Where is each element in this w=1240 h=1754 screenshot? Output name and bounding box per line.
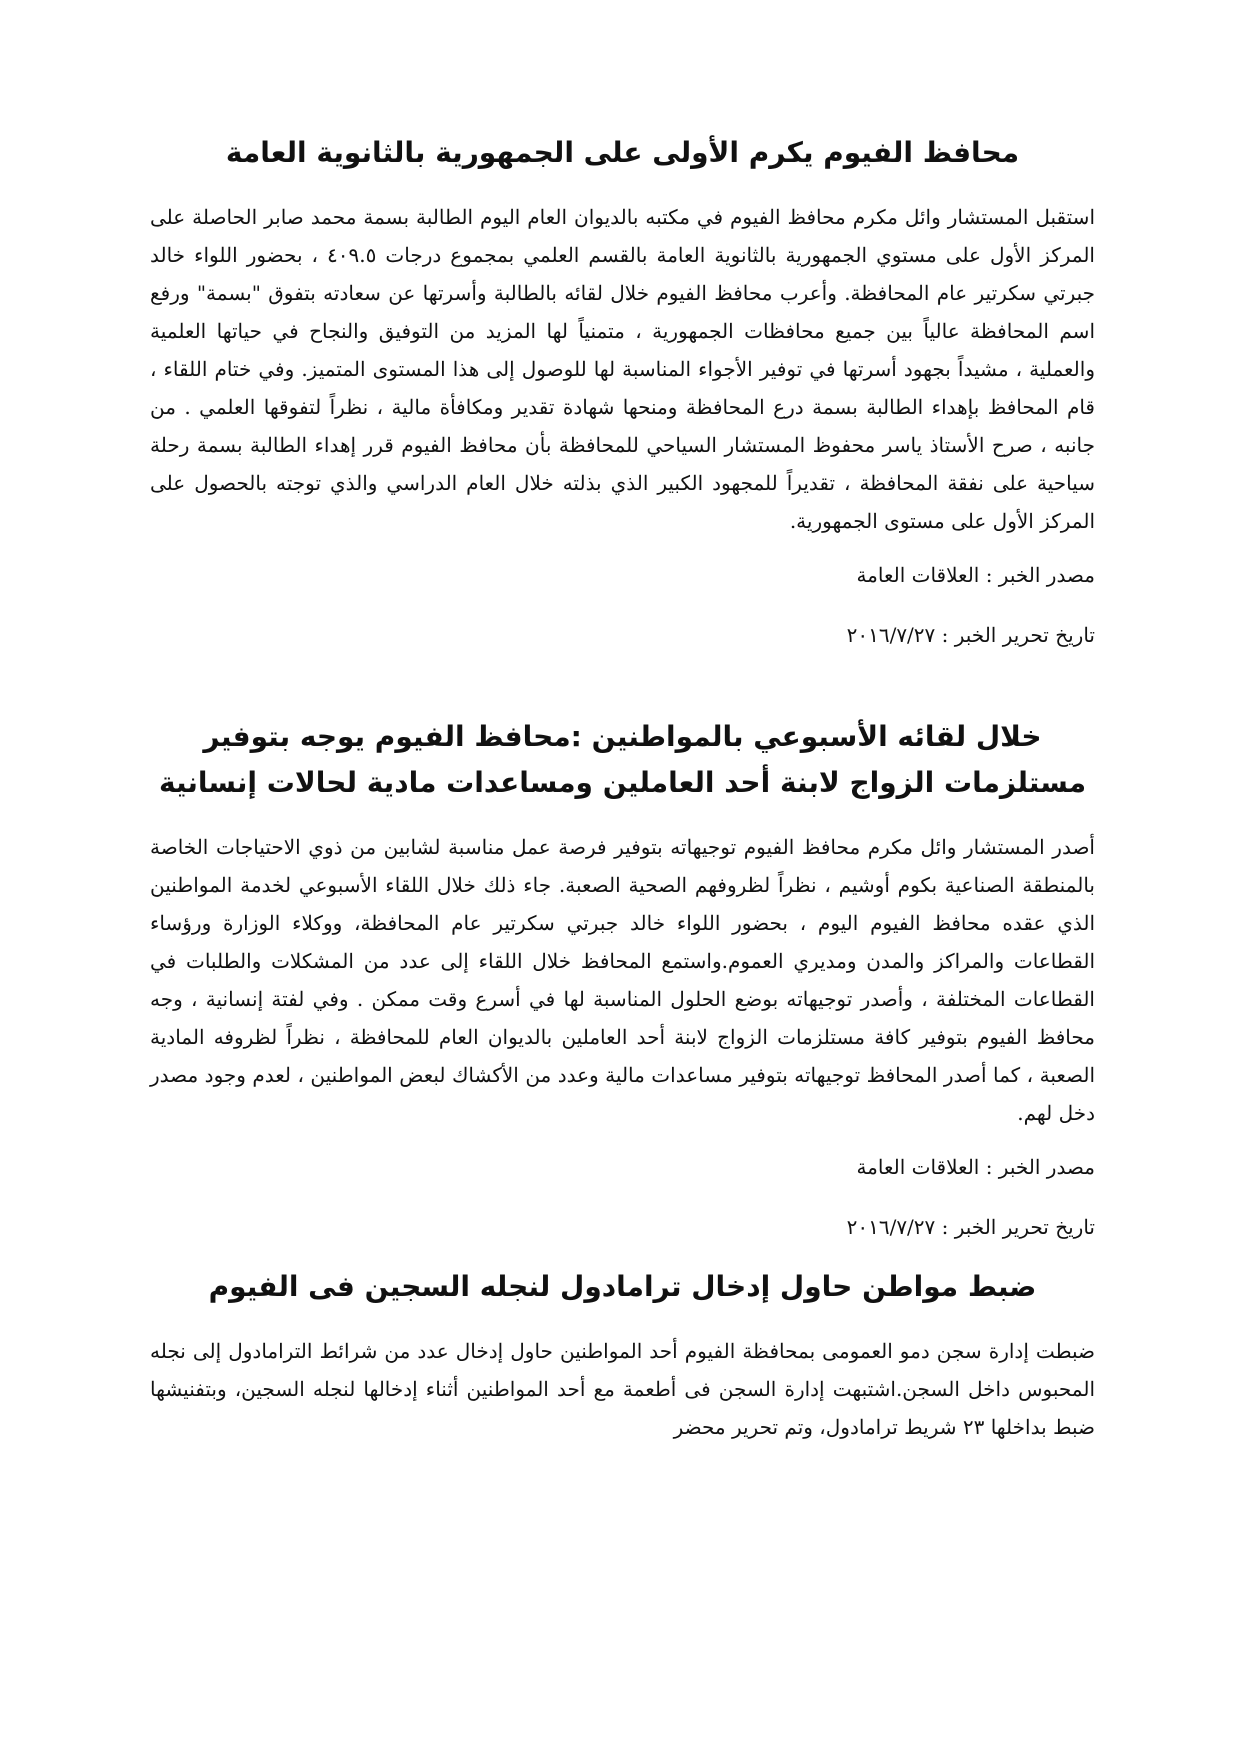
article-body: ضبطت إدارة سجن دمو العمومى بمحافظة الفيوم أحد المواطنين حاول إدخال عدد من شرائط الترامادول إلى نجله المحبوس داخل السجن.اشتبهت إدارة السجن فى أطعمة مع أحد المواطنين أثناء إدخالها لنجله السجين، وبتفنيشها ضبط بداخلها ٢٣ شريط ترامادول، وتم تحرير محضر [150, 1339, 1095, 1439]
article-body: استقبل المستشار وائل مكرم محافظ الفيوم في مكتبه بالديوان العام اليوم الطالبة بسمة محمد صابر الحاصلة على المركز الأول على مستوي الجمهورية بالثانوية العامة بالقسم العلمي بمجموع درجات ٤٠٩.٥ ، بحضور اللواء خالد جبرتي سكرتير عام المحافظة. وأعرب محافظ الفيوم خلال لقائه بالطالبة وأسرتها عن سعادته بتفوق "بسمة" ورفع اسم المحافظة عالياً بين جميع محافظات الجمهورية ، متمنياً لها المزيد من التوفيق والنجاح في حياتها العلمية والعملية ، مشيداً بجهود أسرتها في توفير الأجواء المناسبة لها للوصول إلى هذا المستوى المتميز. وفي ختام اللقاء ، قام المحافظ بإهداء الطالبة بسمة درع المحافظة ومنحها شهادة تقدير ومكافأة مالية ، نظراً لتفوقها العلمي . من جانبه ، صرح الأستاذ ياسر محفوظ المستشار السياحي للمحافظة بأن محافظ الفيوم قرر إهداء الطالبة بسمة رحلة سياحية على نفقة المحافظة ، تقديراً للمجهود الكبير الذي بذلته خلال العام الدراسي والذي توجته بالحصول على المركز الأول على مستوى الجمهورية. [150, 205, 1095, 533]
document-page [150, 130, 1095, 1462]
article-headline: خلال لقائه الأسبوعي بالمواطنين :محافظ الفيوم يوجه بتوفير مستلزمات الزواج لابنة أحد العاملين ومساعدات مادية لحالات إنسانية [158, 720, 1087, 799]
news-date: تاريخ تحرير الخبر : ٢٠١٦/٧/٢٧ [846, 623, 1095, 647]
news-date: تاريخ تحرير الخبر : ٢٠١٦/٧/٢٧ [846, 1215, 1095, 1239]
news-article [150, 130, 1095, 654]
news-source: مصدر الخبر : العلاقات العامة [856, 563, 1095, 587]
article-headline: ضبط مواطن حاول إدخال ترامادول لنجله السجين فى الفيوم [208, 1270, 1037, 1303]
news-article [150, 714, 1095, 1246]
article-body: أصدر المستشار وائل مكرم محافظ الفيوم توجيهاته بتوفير فرصة عمل مناسبة لشابين من ذوي الاحتياجات الخاصة بالمنطقة الصناعية بكوم أوشيم ، نظراً لظروفهم الصحية الصعبة. جاء ذلك خلال اللقاء الأسبوعي لخدمة المواطنين الذي عقده محافظ الفيوم اليوم ، بحضور اللواء خالد جبرتي سكرتير عام المحافظة، ووكلاء الوزارة ورؤساء القطاعات والمراكز والمدن ومديري العموم.واستمع المحافظ خلال اللقاء إلى عدد من المشكلات والطلبات في القطاعات المختلفة ، وأصدر توجيهاته بوضع الحلول المناسبة لها في أسرع وقت ممكن . وفي لفتة إنسانية ، وجه محافظ الفيوم بتوفير كافة مستلزمات الزواج لابنة أحد العاملين بالديوان العام للمحافظة ، نظراً لظروفه المادية الصعبة ، كما أصدر المحافظ توجيهاته بتوفير مساعدات مالية وعدد من الأكشاك لبعض المواطنين ، لعدم وجود مصدر دخل لهم. [150, 835, 1095, 1125]
news-article [150, 1264, 1095, 1446]
article-headline: محافظ الفيوم يكرم الأولى على الجمهورية بالثانوية العامة [225, 136, 1020, 169]
news-source: مصدر الخبر : العلاقات العامة [856, 1155, 1095, 1179]
